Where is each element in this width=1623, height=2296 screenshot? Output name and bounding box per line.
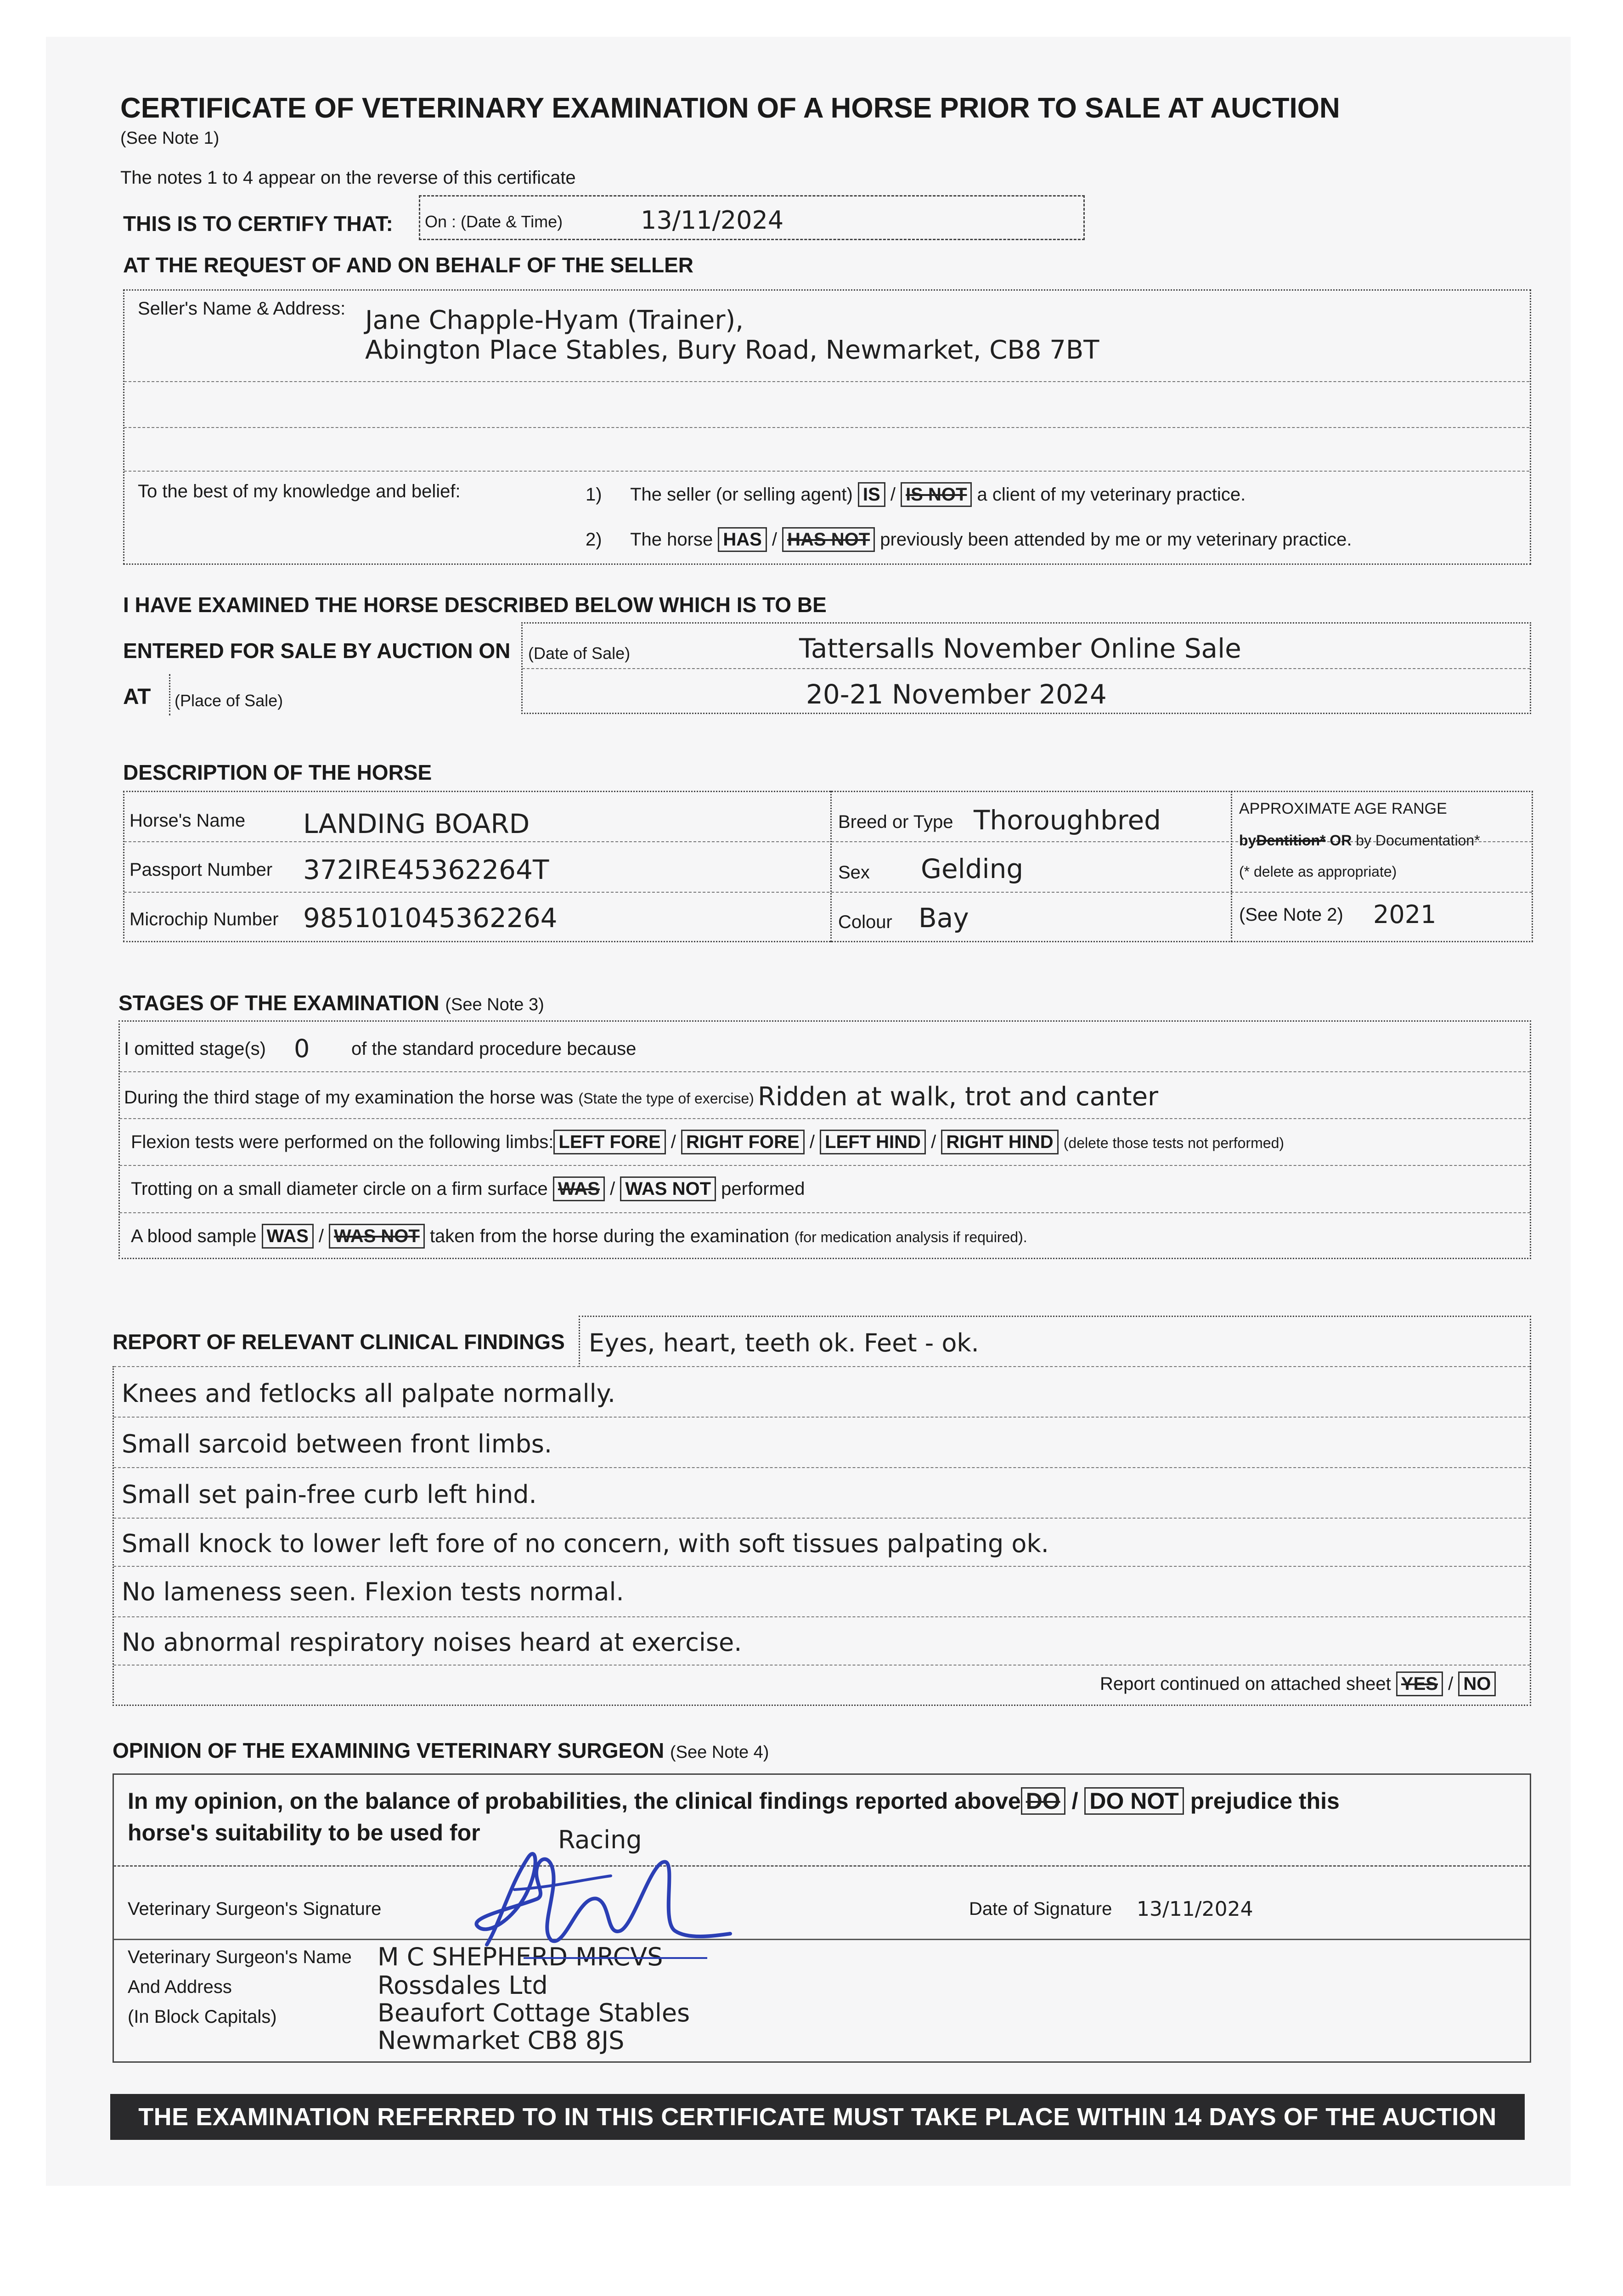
seller-is-option[interactable]: IS bbox=[858, 482, 885, 507]
trotting-was-not-option[interactable]: WAS NOT bbox=[620, 1176, 716, 1201]
stages-note: (See Note 3) bbox=[445, 995, 544, 1014]
findings-divider bbox=[113, 1566, 1530, 1567]
description-col-divider bbox=[830, 791, 832, 942]
age-dentition-struck[interactable]: Dentition* bbox=[1256, 832, 1326, 849]
flexion-row bbox=[131, 1130, 1284, 1154]
place-divider bbox=[169, 674, 170, 715]
continued-yes-option[interactable]: YES bbox=[1396, 1671, 1443, 1696]
microchip-value: 985101045362264 bbox=[303, 902, 558, 934]
sale-dates-value: 20-21 November 2024 bbox=[806, 679, 1107, 710]
horse-has-option[interactable]: HAS bbox=[718, 527, 766, 552]
findings-divider bbox=[113, 1467, 1530, 1468]
at-label: AT bbox=[123, 685, 151, 709]
continued-no-option[interactable]: NO bbox=[1458, 1671, 1496, 1696]
description-col-divider bbox=[1231, 791, 1232, 942]
third-stage-row bbox=[124, 1087, 754, 1108]
opinion-do-not-option[interactable]: DO NOT bbox=[1084, 1787, 1183, 1815]
finding-line: Small knock to lower left fore of no concern, with soft tissues palpating ok. bbox=[122, 1529, 1049, 1558]
findings-divider bbox=[113, 1518, 1530, 1519]
exam-date-value: 13/11/2024 bbox=[641, 206, 784, 235]
findings-divider bbox=[113, 1366, 1530, 1367]
seller-line1: Jane Chapple-Hyam (Trainer), bbox=[365, 305, 744, 335]
findings-divider bbox=[113, 1417, 1530, 1418]
stages-heading-row bbox=[118, 990, 544, 1015]
blood-was-not-option[interactable]: WAS NOT bbox=[329, 1224, 425, 1249]
statement-2 bbox=[586, 527, 1352, 552]
flexion-pre: Flexion tests were performed on the following limbs: bbox=[131, 1132, 554, 1152]
statement-2-number: 2) bbox=[586, 529, 602, 550]
opinion-line1-text: In my opinion, on the balance of probabilities, the clinical findings reported above bbox=[128, 1788, 1021, 1814]
on-date-label: On : (Date & Time) bbox=[425, 212, 563, 231]
stages-divider bbox=[119, 1165, 1530, 1166]
horse-has-not-option[interactable]: HAS NOT bbox=[782, 527, 875, 552]
description-heading: DESCRIPTION OF THE HORSE bbox=[123, 760, 432, 784]
opinion-heading-row bbox=[113, 1738, 769, 1763]
continued-row bbox=[1100, 1671, 1496, 1696]
seller-line2: Abington Place Stables, Bury Road, Newmarket, CB8 7BT bbox=[365, 335, 1099, 365]
flexion-left-hind[interactable]: LEFT HIND bbox=[820, 1130, 926, 1154]
address-label: And Address bbox=[128, 1977, 232, 1997]
statement-1-pre: The seller (or selling agent) bbox=[630, 484, 853, 505]
statement-1 bbox=[586, 482, 1245, 507]
blood-pre: A blood sample bbox=[131, 1226, 257, 1246]
opinion-post: prejudice this bbox=[1190, 1788, 1340, 1814]
age-value: 2021 bbox=[1373, 900, 1437, 929]
date-of-sale-label: (Date of Sale) bbox=[528, 644, 631, 663]
surgeon-name-value: M C SHEPHERD MRCVS bbox=[378, 1942, 663, 1971]
omitted-pre: I omitted stage(s) bbox=[124, 1039, 266, 1059]
age-see-note: (See Note 2) bbox=[1239, 905, 1343, 925]
breed-label: Breed or Type bbox=[838, 812, 953, 832]
statement-1-number: 1) bbox=[586, 484, 602, 505]
stages-divider bbox=[119, 1212, 1530, 1213]
third-stage-pre: During the third stage of my examination the horse was bbox=[124, 1087, 574, 1108]
passport-label: Passport Number bbox=[130, 860, 273, 880]
opinion-line-1 bbox=[128, 1787, 1340, 1815]
age-heading: APPROXIMATE AGE RANGE bbox=[1239, 800, 1447, 817]
option-separator: / bbox=[809, 1132, 815, 1152]
finding-line: Knees and fetlocks all palpate normally. bbox=[122, 1379, 616, 1408]
opinion-divider bbox=[113, 1939, 1530, 1940]
opinion-heading: OPINION OF THE EXAMINING VETERINARY SURGEON bbox=[113, 1739, 665, 1762]
footer-banner: THE EXAMINATION REFERRED TO IN THIS CERTIFICATE MUST TAKE PLACE WITHIN 14 DAYS OF THE AUCTION bbox=[110, 2094, 1525, 2140]
opinion-use-value: Racing bbox=[558, 1825, 642, 1854]
sale-name-value: Tattersalls November Online Sale bbox=[799, 633, 1241, 664]
examined-label: I HAVE EXAMINED THE HORSE DESCRIBED BELOW WHICH IS TO BE bbox=[123, 593, 827, 617]
finding-line: Eyes, heart, teeth ok. Feet - ok. bbox=[589, 1328, 979, 1357]
option-separator: / bbox=[671, 1132, 676, 1152]
horse-name-label: Horse's Name bbox=[130, 810, 246, 831]
findings-heading: REPORT OF RELEVANT CLINICAL FINDINGS bbox=[113, 1330, 565, 1354]
omitted-post: of the standard procedure because bbox=[351, 1039, 637, 1059]
stages-divider bbox=[119, 1071, 1530, 1072]
surgeon-name-label: Veterinary Surgeon's Name bbox=[128, 1947, 352, 1967]
age-by: by bbox=[1239, 832, 1257, 849]
finding-line: Small set pain-free curb left hind. bbox=[122, 1480, 537, 1509]
surgeon-name-strike bbox=[524, 1957, 707, 1959]
option-separator: / bbox=[1071, 1788, 1078, 1814]
block-capitals-label: (In Block Capitals) bbox=[128, 2007, 277, 2027]
option-separator: / bbox=[890, 484, 896, 505]
third-stage-value: Ridden at walk, trot and canter bbox=[758, 1082, 1159, 1112]
trotting-pre: Trotting on a small diameter circle on a firm surface bbox=[131, 1179, 548, 1199]
address-line1: Rossdales Ltd bbox=[378, 1971, 548, 2000]
age-delete-note: (* delete as appropriate) bbox=[1239, 863, 1397, 880]
continued-label: Report continued on attached sheet bbox=[1100, 1674, 1391, 1694]
flexion-post: (delete those tests not performed) bbox=[1063, 1135, 1285, 1151]
date-of-signature-value: 13/11/2024 bbox=[1137, 1897, 1253, 1921]
flexion-right-hind[interactable]: RIGHT HIND bbox=[941, 1130, 1058, 1154]
entered-for-sale-label: ENTERED FOR SALE BY AUCTION ON bbox=[123, 639, 511, 663]
omitted-value: 0 bbox=[294, 1034, 310, 1063]
option-separator: / bbox=[772, 529, 778, 550]
finding-line: No lameness seen. Flexion tests normal. bbox=[122, 1577, 624, 1606]
knowledge-label: To the best of my knowledge and belief: bbox=[138, 481, 461, 501]
blood-post: taken from the horse during the examination bbox=[429, 1226, 789, 1246]
horse-name-value: LANDING BOARD bbox=[303, 808, 530, 839]
opinion-line2-text: horse's suitability to be used for bbox=[128, 1820, 480, 1846]
sale-divider bbox=[522, 668, 1530, 669]
see-note-1: (See Note 1) bbox=[120, 129, 220, 148]
address-line3: Newmarket CB8 8JS bbox=[378, 2026, 625, 2055]
address-line2: Beaufort Cottage Stables bbox=[378, 1998, 690, 2027]
blood-row bbox=[131, 1224, 1027, 1249]
sex-label: Sex bbox=[838, 862, 870, 883]
request-label: AT THE REQUEST OF AND ON BEHALF OF THE SELLER bbox=[123, 253, 693, 277]
microchip-label: Microchip Number bbox=[130, 909, 279, 929]
age-or: OR bbox=[1330, 832, 1352, 849]
finding-line: Small sarcoid between front limbs. bbox=[122, 1429, 552, 1458]
seller-divider bbox=[124, 427, 1529, 428]
stages-divider bbox=[119, 1118, 1530, 1119]
sex-value: Gelding bbox=[921, 853, 1024, 884]
description-divider bbox=[124, 892, 1532, 893]
opinion-note: (See Note 4) bbox=[670, 1743, 769, 1762]
certify-label: THIS IS TO CERTIFY THAT: bbox=[123, 212, 393, 236]
findings-divider bbox=[113, 1665, 1530, 1666]
option-separator: / bbox=[318, 1226, 324, 1246]
signature-label: Veterinary Surgeon's Signature bbox=[128, 1899, 382, 1919]
opinion-do-option[interactable]: DO bbox=[1021, 1787, 1065, 1815]
third-stage-note: (State the type of exercise) bbox=[578, 1090, 754, 1107]
colour-value: Bay bbox=[919, 902, 969, 934]
statement-2-post: previously been attended by me or my veterinary practice. bbox=[880, 529, 1352, 550]
breed-value: Thoroughbred bbox=[974, 805, 1161, 836]
option-separator: / bbox=[931, 1132, 936, 1152]
seller-is-not-option[interactable]: IS NOT bbox=[901, 482, 972, 507]
notes-info: The notes 1 to 4 appear on the reverse of this certificate bbox=[120, 168, 576, 188]
stages-heading: STAGES OF THE EXAMINATION bbox=[118, 991, 440, 1015]
seller-label: Seller's Name & Address: bbox=[138, 298, 346, 319]
seller-divider bbox=[124, 381, 1529, 382]
flexion-right-fore[interactable]: RIGHT FORE bbox=[681, 1130, 805, 1154]
seller-divider bbox=[124, 471, 1529, 472]
opinion-divider bbox=[113, 1865, 1530, 1867]
passport-value: 372IRE45362264T bbox=[303, 854, 549, 885]
colour-label: Colour bbox=[838, 912, 892, 932]
option-separator: / bbox=[610, 1179, 615, 1199]
trotting-was-option[interactable]: WAS bbox=[553, 1176, 605, 1201]
date-of-signature-label: Date of Signature bbox=[969, 1899, 1112, 1919]
blood-was-option[interactable]: WAS bbox=[262, 1224, 314, 1249]
trotting-post: performed bbox=[721, 1179, 805, 1199]
blood-note: (for medication analysis if required). bbox=[794, 1229, 1027, 1245]
age-method bbox=[1239, 832, 1480, 849]
flexion-left-fore[interactable]: LEFT FORE bbox=[553, 1130, 665, 1154]
certificate-title: CERTIFICATE OF VETERINARY EXAMINATION OF A HORSE PRIOR TO SALE AT AUCTION bbox=[120, 92, 1340, 124]
age-by-documentation[interactable]: by Documentation* bbox=[1356, 832, 1480, 849]
statement-1-post: a client of my veterinary practice. bbox=[977, 484, 1246, 505]
place-of-sale-label: (Place of Sale) bbox=[175, 691, 283, 710]
finding-line: No abnormal respiratory noises heard at exercise. bbox=[122, 1628, 742, 1657]
option-separator: / bbox=[1448, 1674, 1454, 1694]
statement-2-pre: The horse bbox=[630, 529, 713, 550]
findings-divider bbox=[113, 1616, 1530, 1617]
trotting-row bbox=[131, 1176, 805, 1201]
